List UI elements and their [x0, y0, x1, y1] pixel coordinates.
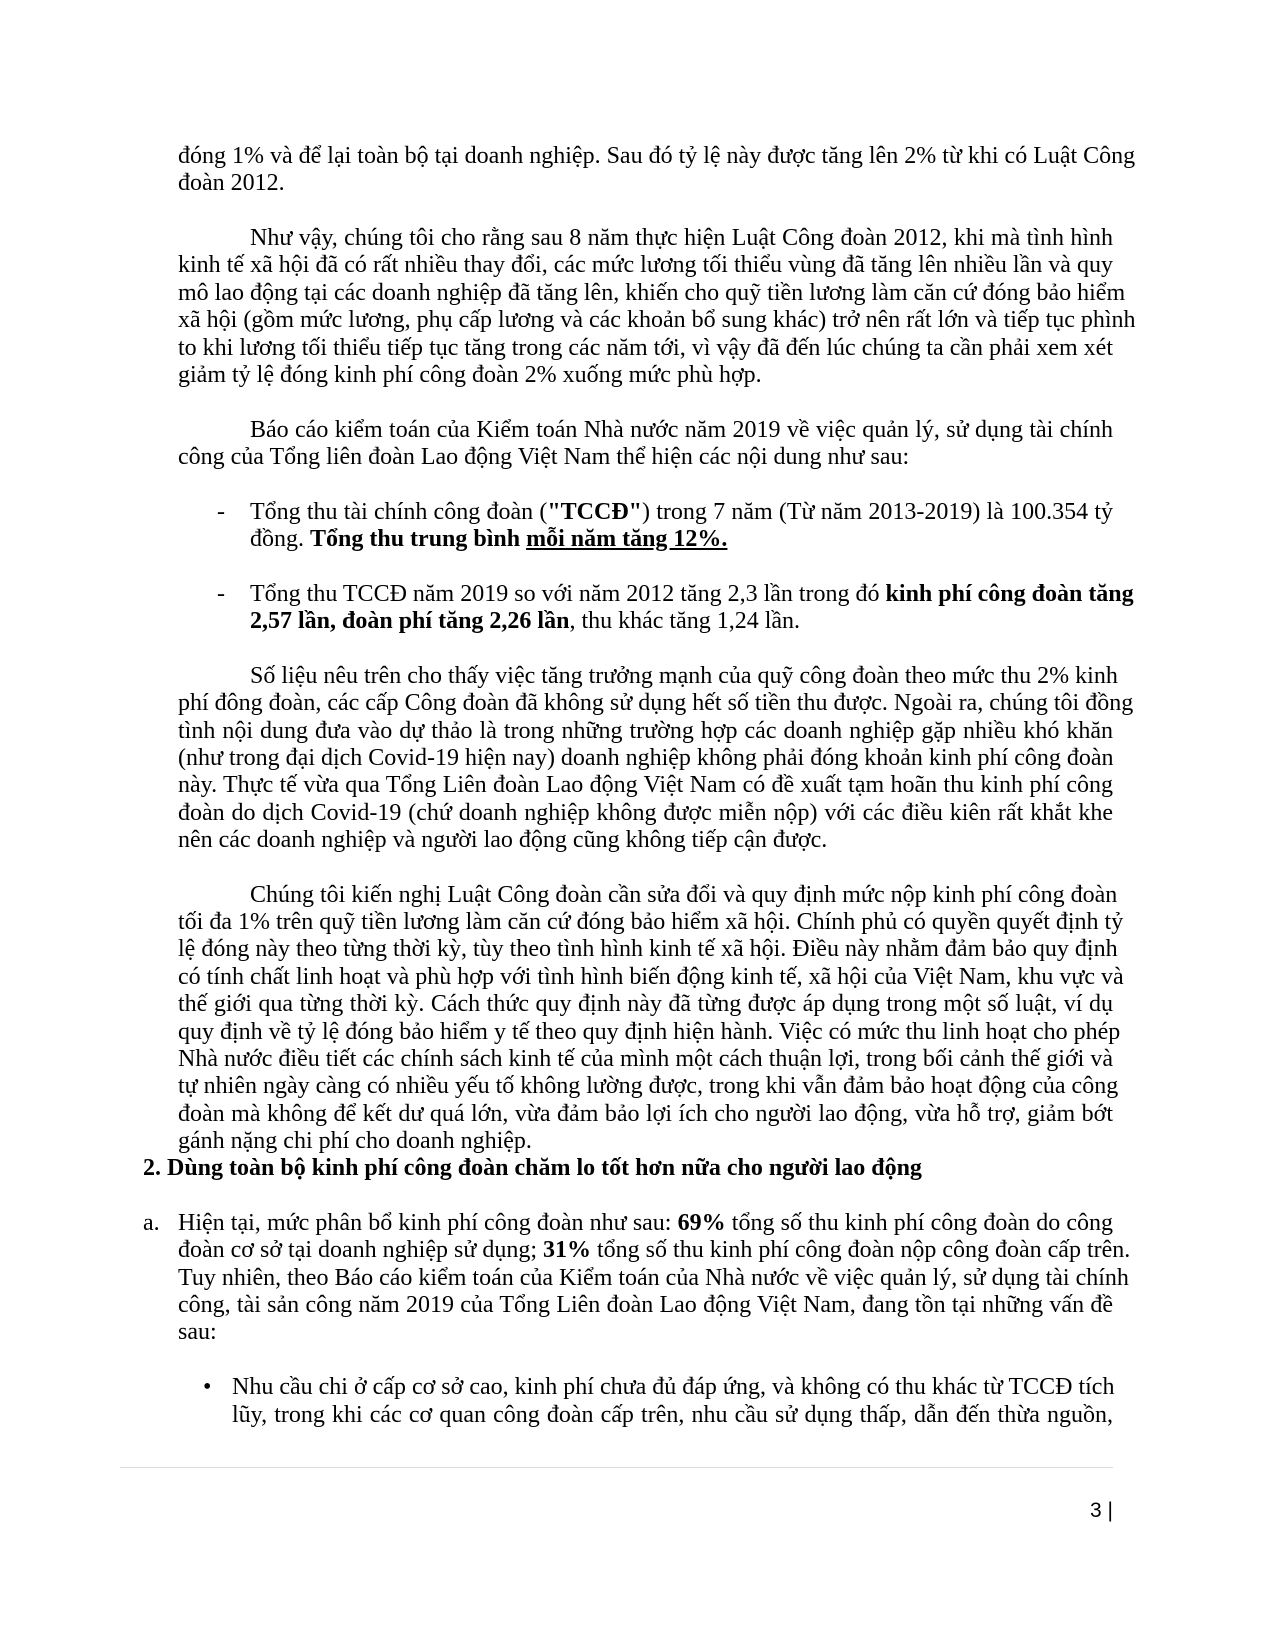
text-line: nên các doanh nghiệp và người lao động cũng không tiếp cận được. [178, 826, 828, 853]
text-line: quy định về tỷ lệ đóng bảo hiểm y tế theo quy định hiện hành. Việc có mức thu linh hoạt cho phép [178, 1018, 1121, 1045]
text-line [178, 1210, 1113, 1237]
text-line: Tuy nhiên, theo Báo cáo kiểm toán của Kiểm toán của Nhà nước về việc quản lý, sử dụng tài chính [178, 1264, 1129, 1291]
text-line: đóng 1% và để lại toàn bộ tại doanh nghiệp. Sau đó tỷ lệ này được tăng lên 2% từ khi có Luật Công [178, 143, 1136, 169]
text-line: công, tài sản công năm 2019 của Tổng Liên đoàn Lao động Việt Nam, đang tồn tại những vấn đề [178, 1292, 1113, 1319]
text-line: lũy, trong khi các cơ quan công đoàn cấp trên, nhu cầu sử dụng thấp, dẫn đến thừa nguồn, [232, 1401, 1113, 1428]
text-line [250, 608, 1113, 635]
text-line: đoàn do dịch Covid-19 (chứ doanh nghiệp không được miễn nộp) với các điều kiên rất khắt khe [178, 799, 1113, 826]
text-line: tối đa 1% trên quỹ tiền lương làm căn cứ đóng bảo hiểm xã hội. Chính phủ có quyền quyết định tỷ [178, 909, 1124, 936]
page-number: 3 | [1090, 1499, 1113, 1522]
text-line: đoàn 2012. [178, 170, 285, 197]
paragraph-fund-growth [178, 662, 1134, 855]
text-line: kinh tế xã hội đã có rất nhiều thay đổi, các mức lương tối thiểu vùng đã tăng lên nhiều lần và quy [178, 252, 1113, 279]
text-run: Tổng thu tài chính công đoàn ( [250, 498, 548, 525]
text-line: công của Tổng liên đoàn Lao động Việt Nam thể hiện các nội dung như sau: [178, 443, 910, 470]
text-run: tổng số thu kinh phí công đoàn do công [725, 1210, 1114, 1237]
text-line [250, 526, 1113, 553]
text-line: có tính chất linh hoạt và phù hợp với tình hình biến động kinh tế, xã hội của Việt Nam, khu vực và [178, 963, 1124, 990]
text-line: này. Thực tế vừa qua Tổng Liên đoàn Lao động Việt Nam có đề xuất tạm hoãn thu kinh phí công [178, 772, 1113, 799]
text-line [178, 1237, 1131, 1264]
bold-underlined-text-run: mỗi năm tăng 12%. [526, 526, 728, 553]
text-line: Nhu cầu chi ở cấp cơ sở cao, kinh phí chưa đủ đáp ứng, và không có thu khác từ TCCĐ tích [232, 1374, 1115, 1401]
text-line: mô lao động tại các doanh nghiệp đã tăng lên, khiến cho quỹ tiền lương làm căn cứ đóng bảo hiểm [178, 279, 1126, 306]
dash-bullet-item [217, 498, 1113, 554]
text-line: Báo cáo kiểm toán của Kiểm toán Nhà nước năm 2019 về việc quản lý, sử dụng tài chính [250, 416, 1113, 443]
text-line: đoàn mà không để kết dư quá lớn, vừa đảm bảo lợi ích cho người lao động, vừa hỗ trợ, giảm bớt [178, 1100, 1113, 1127]
dot-bullet-item [203, 1374, 1115, 1429]
dash-bullet-item [217, 580, 1134, 636]
text-line: Như vậy, chúng tôi cho rằng sau 8 năm thực hiện Luật Công đoàn 2012, khi mà tình hình [250, 225, 1113, 252]
bold-text-run: "TCCĐ" [547, 498, 642, 525]
bold-text-run: Tổng thu trung bình [310, 526, 527, 553]
text-run: Tổng thu TCCĐ năm 2019 so với năm 2012 tăng 2,3 lần trong đó [250, 580, 886, 607]
list-item-a [143, 1210, 1131, 1347]
dash-bullet-marker: - [217, 580, 225, 607]
list-item-marker: a. [143, 1210, 160, 1237]
text-run: ) trong 7 năm (Từ năm 2013-2019) là 100.354 tỷ [641, 498, 1113, 525]
bold-text-run: 2,57 lần, đoàn phí tăng 2,26 lần [250, 608, 570, 635]
text-run: tổng số thu kinh phí công đoàn nộp công đoàn cấp trên. [591, 1237, 1131, 1264]
dot-bullet-marker: • [203, 1374, 212, 1401]
bold-text-run: 69% [677, 1210, 726, 1237]
text-run: đồng. [250, 526, 310, 553]
text-line: Nhà nước điều tiết các chính sách kinh tế của mình một cách thuận lợi, trong bối cảnh thế giới và [178, 1045, 1113, 1072]
text-line [250, 499, 1113, 526]
text-line: phí đông đoàn, các cấp Công đoàn đã không sử dụng hết số tiền thu được. Ngoài ra, chúng tôi đồng [178, 690, 1134, 717]
text-line: xã hội (gồm mức lương, phụ cấp lương và các khoản bổ sung khác) trở nên rất lớn và tiếp tục phình [178, 307, 1136, 334]
text-line: to khi lương tối thiểu tiếp tục tăng trong các năm tới, vì vậy đã đến lúc chúng ta cần phải xem xét [178, 334, 1113, 361]
text-line: Chúng tôi kiến nghị Luật Công đoàn cần sửa đổi và quy định mức nộp kinh phí công đoàn [250, 881, 1118, 908]
bold-text-run: kinh phí công đoàn tăng [885, 580, 1134, 607]
footer-divider [120, 1467, 1113, 1468]
dash-bullet-marker: - [217, 498, 225, 525]
section-heading: 2. Dùng toàn bộ kinh phí công đoàn chăm lo tốt hơn nữa cho người lao động [143, 1155, 922, 1182]
text-line: Số liệu nêu trên cho thấy việc tăng trưởng mạnh của quỹ công đoàn theo mức thu 2% kinh [250, 662, 1118, 689]
text-line [250, 580, 1134, 608]
paragraph-recommendation [178, 881, 1124, 1156]
paragraph-continued [178, 143, 1136, 198]
text-line: tình nội dung đưa vào dự thảo là trong những trường hợp các doanh nghiệp gặp nhiều khó khăn [178, 717, 1113, 744]
text-run: , thu khác tăng 1,24 lần. [569, 608, 801, 635]
text-run: đoàn cơ sở tại doanh nghiệp sử dụng; [178, 1237, 544, 1264]
text-line: giảm tỷ lệ đóng kinh phí công đoàn 2% xuống mức phù hợp. [178, 361, 762, 388]
paragraph-minimum-wage [178, 225, 1136, 389]
text-line: lệ đóng này theo từng thời kỳ, tùy theo tình hình kinh tế xã hội. Điều này nhằm đảm bảo quy định [178, 936, 1118, 963]
text-line: (như trong đại dịch Covid-19 hiện nay) doanh nghiệp không phải đóng khoản kinh phí công đoàn [178, 744, 1114, 771]
text-run: Hiện tại, mức phân bổ kinh phí công đoàn như sau: [178, 1210, 678, 1237]
bold-text-run: 31% [543, 1237, 592, 1264]
paragraph-audit-report [178, 417, 1113, 472]
text-line: thế giới qua từng thời kỳ. Cách thức quy định này đã từng được áp dụng trong một số luật, ví dụ [178, 991, 1113, 1018]
text-line: gánh nặng chi phí cho doanh nghiệp. [178, 1127, 532, 1154]
text-line: tự nhiên ngày càng có nhiều yếu tố không lường được, trong khi vẫn đảm bảo hoạt động của công [178, 1073, 1119, 1100]
text-line: sau: [178, 1319, 217, 1346]
document-body [143, 143, 1136, 1429]
